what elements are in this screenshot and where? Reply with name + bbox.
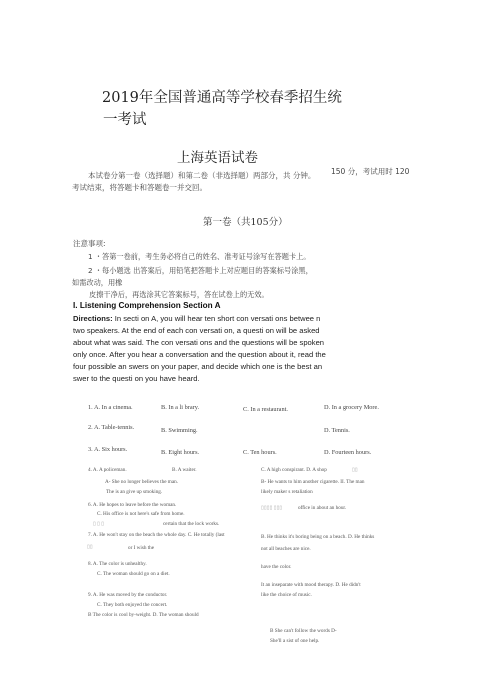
q1-option-b: B. In a li brary. <box>161 404 200 411</box>
directions-text: In secti on A, you will hear ten short con versati ons betwee n <box>112 314 321 323</box>
q7-line-a: 7. A. He won't stay on the beach the whole day. C. He totally (last <box>88 532 225 538</box>
q7-line-d: not all beaches are nice. <box>261 546 311 552</box>
q10-line-a: B The color is cool by-weight. D. The woman should <box>88 612 199 618</box>
q1-option-a: 1. A. In a cinema. <box>88 404 133 411</box>
directions-line-2: two speakers. At the end of each con versati on, a questi on will be asked <box>73 326 320 335</box>
title-line-2: 一考试 <box>103 112 147 128</box>
q9-option-c: C. They both enjoyed the concert. <box>97 602 168 608</box>
directions-line-6: swer to the questi on you have heard. <box>73 374 200 383</box>
q2-option-a: 2. A. Table-tennis. <box>88 424 135 431</box>
directions-line-4: only once. After you hear a conversation and the question about it, read the <box>73 350 326 359</box>
q8-line-b: have the color. <box>261 564 292 570</box>
q6-line-a: B- He wants to him another cigarette. II. The man <box>261 479 365 485</box>
listening-heading: I. Listening Comprehension Section A <box>73 301 221 310</box>
q7-line-b: B. He thinks it's boring being on a beach. D. He thinks <box>261 534 375 540</box>
q6-line-b: likely maker s retaliation <box>261 489 313 495</box>
intro-line-1: 本试卷分第一卷（选择题）和第二卷（非选择题）两部分，共 分钟。 <box>88 171 316 180</box>
blurred-text-mark: ▯▯▯▯ ▯▯▯ <box>261 505 283 511</box>
note-1: 1 ・答第一卷前，考生务必将自己的姓名、准考证号涂写在答题卡上。 <box>88 252 311 261</box>
q2-option-d: D. Tennis. <box>324 427 350 434</box>
q3-option-b: B. Eight hours. <box>161 449 200 456</box>
q6-option-c: C. His office is not here's safe from home. <box>97 511 185 517</box>
q4-option-a: 4. A. A policeman. <box>88 467 127 473</box>
q6-option-a: 6. A. He hopes to leave before the woman. <box>88 502 177 508</box>
q6-line-c: office in about an hour. <box>298 505 347 511</box>
blurred-mark-2: ▯▯ <box>87 544 93 550</box>
q6-line-f: certain that the lock works. <box>163 521 220 527</box>
section-1-title: 第一卷（共105分） <box>203 217 288 228</box>
q2-option-b: B. Swimming. <box>161 427 198 434</box>
q1-option-d: D. In a grocery More. <box>324 404 379 411</box>
q9-line-c: like the choice of music. <box>261 592 312 598</box>
directions-line-5: four possible an swers on your paper, and decide which one is the best an <box>73 362 323 371</box>
notes-heading: 注意事项: <box>73 239 106 248</box>
q9-line-a: It an inseparate with mood therapy. D. He didn't <box>261 582 361 588</box>
note-2c: 皮擦干净后，再选涂其它答案标号，答在试卷上的无效。 <box>89 290 269 299</box>
smudge-mark: ▯▯ <box>352 467 358 473</box>
paper-title: 上海英语试卷 <box>177 150 258 166</box>
q3-option-c: C. Ten hours. <box>243 449 277 456</box>
q3-option-a: 3. A. Six hours. <box>88 446 128 453</box>
title-line-1: 2019年全国普通高等学校春季招生统 <box>102 90 342 106</box>
note-2b: 如需改动，用橡 <box>72 278 123 287</box>
intro-line-1-right: 150 分，考试用时 120 <box>331 167 410 176</box>
q9-option-a: 9. A. He was moved by the conductor. <box>88 592 168 598</box>
directions-label: Directions: <box>73 314 113 323</box>
q10-line-c: She'll a sist of one help. <box>270 638 320 644</box>
q1-option-c: C. In a restaurant. <box>243 406 288 413</box>
directions-line-1 <box>73 313 320 325</box>
note-2a: 2 ・每小题选 出答案后，用铅笔把答题卡上对应题目的答案标号涂黑， <box>88 266 313 275</box>
q3-option-d: D. Fourteen hours. <box>324 449 372 456</box>
q7-line-c: or I wish the <box>128 545 155 551</box>
q10-option-b: B She can't follow the words D- <box>270 628 337 634</box>
q5-option-b: The is an give up smoking. <box>106 489 163 495</box>
blurred-mark: ▯ ▯ ▯ <box>93 521 105 527</box>
q8-option-c: C. The woman should go on a diet. <box>97 571 170 577</box>
q4-option-cd: C. A high conspirant. D. A shop <box>261 467 327 473</box>
q5-option-a: A- She no longer believes the man. <box>105 479 179 485</box>
q4-option-b: B. A waiter. <box>172 467 197 473</box>
intro-line-2: 考试结束，将答题卡和答题卷一并交回。 <box>72 183 207 192</box>
directions-line-3: about what was said. The con versati ons and the questions will be spoken <box>73 338 325 347</box>
q8-option-a: 8. A. The color is unhealthy. <box>88 561 147 567</box>
